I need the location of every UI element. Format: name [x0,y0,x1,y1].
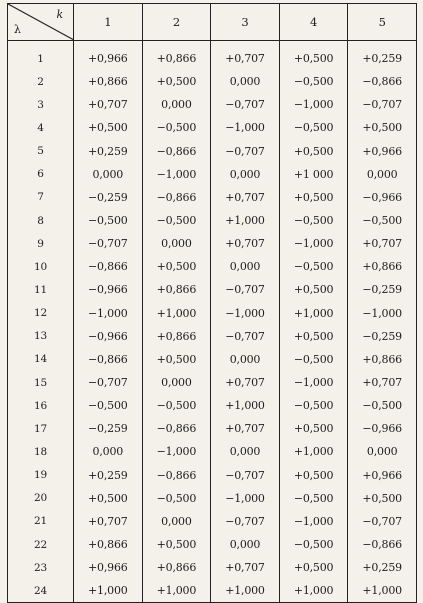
column-header: 2 [142,4,211,41]
row-lambda-cell: 19 [8,464,74,487]
table-row [8,163,417,186]
table-body [8,41,417,603]
value-cell: +0,866 [74,70,143,93]
table-row [8,533,417,556]
row-lambda-cell: 17 [8,417,74,440]
value-cell: +0,966 [74,556,143,579]
value-cell: −0,707 [211,510,280,533]
value-cell: +0,259 [348,41,417,71]
value-cell: +0,259 [74,140,143,163]
value-cell: −0,259 [74,417,143,440]
value-cell: −0,707 [74,232,143,255]
table-row [8,302,417,325]
row-lambda-cell: 13 [8,325,74,348]
value-cell: −0,259 [348,325,417,348]
value-cell: +0,500 [142,70,211,93]
value-cell: −0,966 [348,186,417,209]
value-cell: +0,500 [279,278,348,301]
table-row [8,394,417,417]
value-cell: −0,500 [279,533,348,556]
table-row [8,579,417,603]
row-lambda-cell: 23 [8,556,74,579]
value-cell: +0,707 [211,417,280,440]
value-cell: −0,500 [348,209,417,232]
value-cell: −0,500 [279,394,348,417]
value-cell: −0,866 [74,255,143,278]
value-cell: −0,500 [74,209,143,232]
value-cell: +0,259 [348,556,417,579]
value-cell: +0,707 [211,186,280,209]
value-cell: +0,707 [211,556,280,579]
value-cell: +0,707 [211,232,280,255]
table-row [8,70,417,93]
value-cell: +0,966 [74,41,143,71]
value-cell: +0,500 [279,140,348,163]
corner-header-cell [8,4,74,41]
table-row [8,209,417,232]
column-header: 1 [74,4,143,41]
value-cell: +1,000 [211,579,280,603]
row-lambda-cell: 3 [8,93,74,116]
value-cell: −1,000 [348,302,417,325]
row-lambda-cell: 12 [8,302,74,325]
table-row [8,186,417,209]
table-header [8,4,417,41]
value-cell: 0,000 [74,440,143,463]
value-cell: −1,000 [142,163,211,186]
value-cell: −1,000 [74,302,143,325]
value-cell: 0,000 [211,348,280,371]
value-cell: −0,259 [74,186,143,209]
value-cell: −1,000 [279,510,348,533]
value-cell: −1,000 [211,487,280,510]
value-cell: +1 000 [279,163,348,186]
value-cell: −1,000 [142,440,211,463]
table-row [8,255,417,278]
value-cell: 0,000 [211,533,280,556]
value-cell: −1,000 [211,302,280,325]
value-cell: −0,866 [348,70,417,93]
value-cell: −0,707 [211,325,280,348]
table-row [8,278,417,301]
column-header: 3 [211,4,280,41]
value-cell: −0,500 [142,116,211,139]
value-cell: −1,000 [279,93,348,116]
table-row [8,556,417,579]
value-cell: +0,707 [74,93,143,116]
value-cell: +0,866 [142,325,211,348]
value-cell: +1,000 [142,579,211,603]
value-cell: +0,866 [142,278,211,301]
value-cell: −0,966 [348,417,417,440]
row-lambda-cell: 15 [8,371,74,394]
value-cell: 0,000 [142,371,211,394]
value-cell: −0,500 [279,70,348,93]
row-lambda-cell: 16 [8,394,74,417]
value-cell: +0,500 [142,533,211,556]
value-cell: +0,707 [348,232,417,255]
value-cell: +0,707 [348,371,417,394]
value-cell: +0,500 [74,487,143,510]
row-lambda-cell: 4 [8,116,74,139]
value-cell: −0,500 [74,394,143,417]
row-lambda-cell: 20 [8,487,74,510]
value-cell: 0,000 [211,255,280,278]
value-cell: −0,259 [348,278,417,301]
value-cell: −0,707 [348,93,417,116]
row-lambda-cell: 9 [8,232,74,255]
value-cell: +0,500 [279,464,348,487]
value-cell: +1,000 [142,302,211,325]
row-lambda-cell: 18 [8,440,74,463]
lambda-axis-label: λ [14,23,21,36]
page-sheet [7,3,416,598]
value-cell: 0,000 [211,70,280,93]
table-row [8,348,417,371]
value-cell: +1,000 [279,302,348,325]
value-cell: +0,866 [348,255,417,278]
value-cell: +0,866 [142,556,211,579]
table-row [8,232,417,255]
value-cell: +0,500 [142,255,211,278]
column-header: 4 [279,4,348,41]
value-cell: −0,500 [142,487,211,510]
value-cell: −0,707 [211,464,280,487]
value-cell: +0,259 [74,464,143,487]
value-cell: −0,500 [279,255,348,278]
value-cell: +0,866 [142,41,211,71]
value-cell: −1,000 [211,116,280,139]
value-cell: +0,866 [348,348,417,371]
value-cell: −1,000 [279,371,348,394]
trig-coefficient-table [7,3,417,603]
value-cell: +0,500 [279,556,348,579]
value-cell: −0,500 [279,487,348,510]
value-cell: −0,500 [279,116,348,139]
row-lambda-cell: 10 [8,255,74,278]
table-row [8,417,417,440]
row-lambda-cell: 5 [8,140,74,163]
value-cell: −1,000 [279,232,348,255]
table-row [8,325,417,348]
value-cell: −0,866 [74,348,143,371]
value-cell: +0,866 [74,533,143,556]
value-cell: 0,000 [348,163,417,186]
value-cell: 0,000 [142,510,211,533]
value-cell: −0,707 [348,510,417,533]
table-row [8,440,417,463]
value-cell: +0,500 [142,348,211,371]
value-cell: −0,500 [279,348,348,371]
value-cell: +0,500 [279,325,348,348]
value-cell: −0,500 [348,394,417,417]
table-row [8,93,417,116]
value-cell: +1,000 [211,209,280,232]
row-lambda-cell: 14 [8,348,74,371]
value-cell: 0,000 [142,93,211,116]
value-cell: −0,707 [211,93,280,116]
row-lambda-cell: 22 [8,533,74,556]
table-row [8,116,417,139]
row-lambda-cell: 2 [8,70,74,93]
value-cell: +0,500 [74,116,143,139]
value-cell: +0,500 [348,487,417,510]
value-cell: −0,866 [142,464,211,487]
value-cell: +0,500 [279,186,348,209]
value-cell: +1,000 [279,579,348,603]
value-cell: −0,966 [74,325,143,348]
value-cell: 0,000 [348,440,417,463]
value-cell: −0,866 [142,140,211,163]
value-cell: 0,000 [211,163,280,186]
row-lambda-cell: 24 [8,579,74,603]
column-header: 5 [348,4,417,41]
value-cell: +0,966 [348,140,417,163]
k-axis-label: k [56,8,63,21]
value-cell: +0,500 [279,41,348,71]
value-cell: 0,000 [74,163,143,186]
value-cell: 0,000 [142,232,211,255]
table-row [8,140,417,163]
value-cell: +0,707 [211,41,280,71]
row-lambda-cell: 7 [8,186,74,209]
value-cell: +0,707 [211,371,280,394]
value-cell: −0,966 [74,278,143,301]
row-lambda-cell: 21 [8,510,74,533]
value-cell: −0,866 [142,417,211,440]
table-row [8,41,417,71]
value-cell: +0,500 [348,116,417,139]
value-cell: −0,500 [142,209,211,232]
header-row [8,4,417,41]
value-cell: −0,707 [74,371,143,394]
value-cell: −0,707 [211,278,280,301]
value-cell: −0,500 [279,209,348,232]
value-cell: −0,866 [142,186,211,209]
value-cell: −0,866 [348,533,417,556]
row-lambda-cell: 6 [8,163,74,186]
value-cell: +1,000 [348,579,417,603]
row-lambda-cell: 11 [8,278,74,301]
value-cell: 0,000 [211,440,280,463]
table-row [8,464,417,487]
table-row [8,510,417,533]
value-cell: +1,000 [74,579,143,603]
table-row [8,487,417,510]
value-cell: +0,500 [279,417,348,440]
table-row [8,371,417,394]
value-cell: +1,000 [279,440,348,463]
value-cell: −0,500 [142,394,211,417]
row-lambda-cell: 8 [8,209,74,232]
value-cell: +0,707 [74,510,143,533]
value-cell: +0,966 [348,464,417,487]
value-cell: −0,707 [211,140,280,163]
row-lambda-cell: 1 [8,41,74,71]
value-cell: +1,000 [211,394,280,417]
